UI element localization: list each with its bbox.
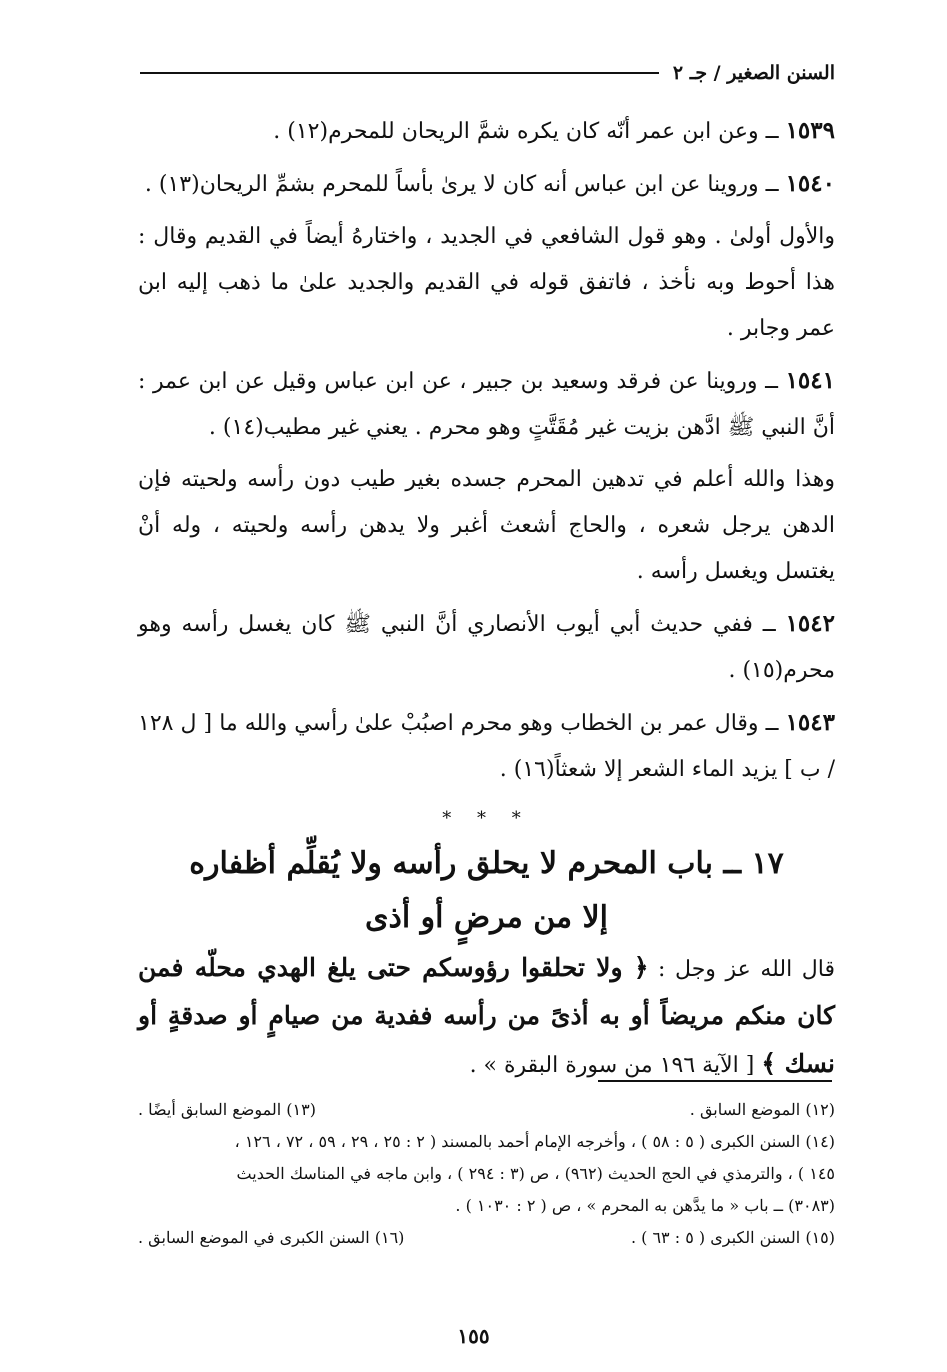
entry-dash: ــ xyxy=(757,369,786,394)
page-number: ١٥٥ xyxy=(457,1324,490,1348)
footnote-12: (١٢) الموضع السابق . xyxy=(689,1100,835,1119)
running-title: السنن الصغير / جـ ٢ xyxy=(672,62,835,84)
commentary-paragraph: وهذا والله أعلم في تدهين المحرم جسده بغير طيب دون رأسه ولحيته فإن الدهن يرجل شعره ، والحاج أشعث أغبر ولا يدهن رأسه ولحيته ، وله أنْ يغتسل ويغسل رأسه . xyxy=(138,467,835,584)
entry-number: ١٥٣٩ xyxy=(785,117,835,144)
chapter-title-line-1: ١٧ ــ باب المحرم لا يحلق رأسه ولا يُقلِّم أظفاره xyxy=(189,846,784,881)
footnote-15: (١٥) السنن الكبرى ( ٥ : ٦٣ ) . xyxy=(630,1228,835,1247)
entry-text: وروينا عن ابن عباس أنه كان لا يرىٰ بأساً للمحرم بشمِّ الريحان(١٣) . xyxy=(144,172,759,197)
footnote-row xyxy=(138,1222,835,1254)
entry-number: ١٥٤٠ xyxy=(785,170,835,197)
quran-intro: قال الله عز وجل : xyxy=(648,957,835,982)
running-header xyxy=(140,58,835,88)
entry-text: ففي حديث أبي أيوب الأنصاري أنَّ النبي ﷺ كان يغسل رأسه وهو محرم(١٥) . xyxy=(138,612,835,683)
footnote-14-line-2: ١٤٥ ) ، والترمذي في الحج الحديث (٩٦٢) ، ص (٣ : ٢٩٤ ) ، وابن ماجه في المناسك الحديث xyxy=(236,1164,835,1183)
entry-number: ١٥٤٣ xyxy=(785,709,835,736)
main-text xyxy=(138,108,835,1095)
entry-text: وروينا عن فرقد وسعيد بن جبير ، عن ابن عباس وقيل عن ابن عمر : أنَّ النبي ﷺ ادَّهن بزيت غير مُقَتَّتٍ وهو محرم . يعني غير مطيب(١٤) . xyxy=(138,369,835,440)
entry-1541 xyxy=(138,358,835,451)
entry-dash: ــ xyxy=(758,172,786,197)
footnote-16: (١٦) السنن الكبرى في الموضع السابق . xyxy=(138,1228,405,1247)
quran-verse: ﴿ ولا تحلقوا رؤوسكم حتى يلغ الهدي محلّه فمن كان منكم مريضاً أو به أذىً من رأسه ففدية من صيامٍ أو صدقةٍ أو نسك ﴾ xyxy=(138,953,835,1078)
section-separator: * * * xyxy=(442,808,531,829)
footnote-14-line-1: (١٤) السنن الكبرى ( ٥ : ٥٨ ) ، وأخرجه الإمام أحمد بالمسند ( ٢ : ٢٥ ، ٢٩ ، ٥٩ ، ٧٢ ، ١٢٦ ، xyxy=(234,1132,835,1151)
entry-1539 xyxy=(138,108,835,155)
quran-reference: [ الآية ١٩٦ من سورة البقرة » . xyxy=(469,1053,762,1078)
chapter-title-line-2: إلا من مرضٍ أو أذى xyxy=(364,900,609,935)
footnote-rule xyxy=(598,1080,832,1082)
entry-text: وعن ابن عمر أنّه كان يكره شمَّ الريحان للمحرم(١٢) . xyxy=(273,119,759,144)
entry-1540 xyxy=(138,161,835,208)
footnote-13: (١٣) الموضع السابق أيضًا . xyxy=(138,1100,316,1119)
entry-text: وقال عمر بن الخطاب وهو محرم اصبُبْ علىٰ رأسي والله ما [ ل ١٢٨ / ب ] يزيد الماء الشعر إلا شعثاً(١٦) . xyxy=(138,711,835,782)
entry-dash: ــ xyxy=(758,711,786,736)
entry-dash: ــ xyxy=(752,612,786,637)
entry-1543 xyxy=(138,700,835,793)
commentary-paragraph: والأول أولىٰ . وهو قول الشافعي في الجديد ، واختارهُ أيضاً في القديم وقال : هذا أحوط وبه نأخذ ، فاتفق قوله في القديم والجديد علىٰ ما ذهب إليه ابن عمر وجابر . xyxy=(138,224,835,341)
entry-number: ١٥٤٢ xyxy=(785,610,835,637)
footnote-row xyxy=(138,1094,835,1126)
entry-number: ١٥٤١ xyxy=(785,367,835,394)
footnotes xyxy=(138,1094,835,1254)
entry-1542 xyxy=(138,601,835,694)
entry-dash: ــ xyxy=(758,119,786,144)
header-rule xyxy=(140,72,659,74)
quran-citation xyxy=(138,945,835,1089)
footnote-14-line-3: (٣٠٨٣) ــ باب « ما يدَّهن به المحرم » ، ص ( ٢ : ١٠٣٠ ) . xyxy=(455,1196,835,1215)
